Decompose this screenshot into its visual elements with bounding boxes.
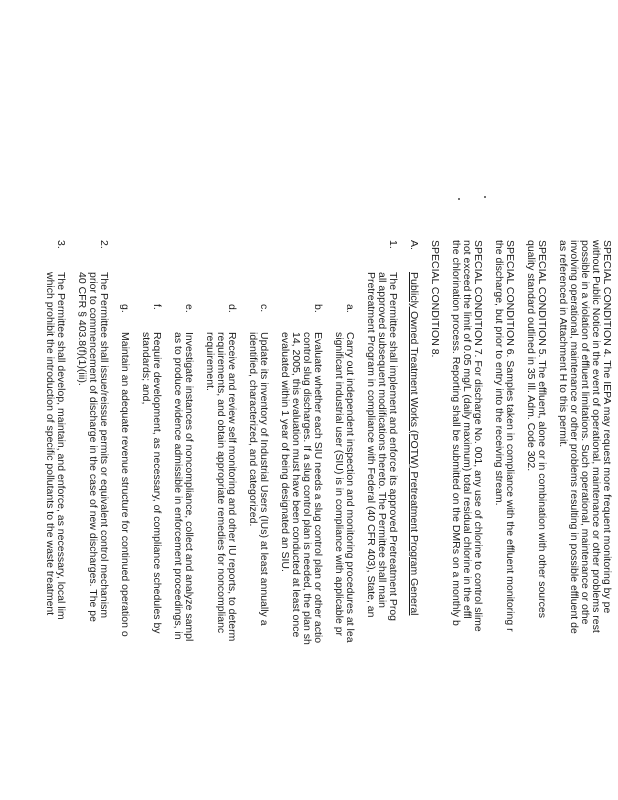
item-2-number: 2. [98,240,110,249]
sub-item-b-line-1: Evaluate whether each SIU needs a slug control plan or other actio [312,332,324,644]
item-2-line-3: 40 CFR § 403.8(f)(1)(iii). [76,272,88,386]
scan-speck [458,198,460,200]
sc4-line-4: involving operational, maintenance or other problems resulting in possible effluent de [568,240,580,634]
sub-item-d-line-3: requirement. [204,332,216,391]
item-1-line-1: The Permittee shall implement and enforce its approved Pretreatment Prog [387,272,399,622]
sub-item-c-line-2: identified, characterized, and categorized. [247,332,259,527]
item-1-line-3: Pretreatment Program in compliance with Federal (40 CFR 403), State, an [365,272,377,618]
item-1-line-2: all approved subsequent modifications thereto. The Permittee shall main [376,272,388,608]
sub-item-d-line-1: Receive and review self monitoring and other IU reports, to determ [226,332,238,642]
sub-item-b-line-2: control slug discharges. If a slug control plan is needed, the plan sh [301,332,313,645]
potw-heading-text: Publicly Owned Treatment Works (POTW) Pretreatment Program General [408,272,420,616]
sub-item-b-letter: b. [312,304,324,313]
sc5-line-1: SPECIAL CONDITION 5. The effluent, alone or in combination with other sources [536,240,548,618]
sub-item-e-letter: e. [183,304,195,313]
sub-item-g-line-1: Maintain an adequate revenue structure for continued operation o [119,332,131,637]
sub-item-c-line-1: Update its inventory of Industrial Users (IUs) at least annually a [258,332,270,626]
sc7-line-2: not exceed the limit of 0.05 mg/L (daily maximum) total residual chlorine in the effl [461,240,473,619]
sub-item-a-line-1: Carry out independent inspection and monitoring procedures at lea [344,332,356,643]
sub-item-f-line-1: Require development, as necessary, of compliance schedules by [151,332,163,634]
sub-item-g-letter: g. [119,304,131,313]
sub-item-d-letter: d. [226,304,238,313]
sub-item-e-line-2: as to produce evidence admissible in enforcement proceedings, in [172,332,184,640]
sc7-line-3: the chlorination process. Reporting shall be submitted on the DMRs on a monthly b [450,240,462,626]
sub-item-b-line-3: 14, 2005, this evaluation must have been conducted at least once [290,332,302,638]
samples-line-2: the discharge, but prior to entry into the receiving stream. [493,240,505,506]
item-2-line-2: prior to commencement of discharge in the case of new discharges. The pe [87,272,99,622]
item-3-line-2: which prohibit the introduction of specific pollutants to the waste treatment [44,272,56,616]
sub-item-b-line-4: evaluated within 1 year of being designated an SIU. [279,332,291,572]
sub-item-d-line-2: requirements, and obtain appropriate remedies for noncomplianc [215,332,227,634]
samples-line-1: SPECIAL CONDITION 6. Samples taken in compliance with the effluent monitoring r [504,240,516,632]
sub-item-f-line-2: standards; and, [140,332,152,405]
sub-item-c-letter: c. [258,304,270,313]
sub-item-e-line-1: Investigate instances of noncompliance, collect and analyze sampl [183,332,195,642]
sub-item-a-letter: a. [344,304,356,313]
item-3-line-1: The Permittee shall develop, maintain, and enforce, as necessary, local lim [55,272,67,620]
sc4-line-1: SPECIAL CONDITION 4. The IEPA may request more frequent monitoring by pe [601,240,613,614]
potw-heading-marker: A. [408,240,420,250]
sc4-line-5: as referenced in Attachment H to this permit. [557,240,569,448]
item-3-number: 3. [55,240,67,249]
item-2-line-1: The Permittee shall issue/reissue permits or equivalent control mechanism [98,272,110,619]
special-condition-8-heading: SPECIAL CONDITION 8. [429,240,441,358]
sub-item-a-line-2: significant industrial user (SIU) is in compliance with applicable pr [333,332,345,637]
sub-item-f-letter: f. [151,304,163,310]
sc4-line-2: without Public Notice in the event of operational, maintenance or other problems rest [590,240,602,633]
sc5-line-2: quality standard outlined in 35 Ill. Adm. Code 302. [525,240,537,472]
sc4-line-3: possible in a violation of effluent limitations. Such operational, maintenance or othe [579,240,591,625]
sc7-line-1: SPECIAL CONDITION 7. For discharge No. 001, any use of chlorine to control slime [472,240,484,632]
scan-speck [484,196,486,198]
item-1-number: 1. [387,240,399,249]
